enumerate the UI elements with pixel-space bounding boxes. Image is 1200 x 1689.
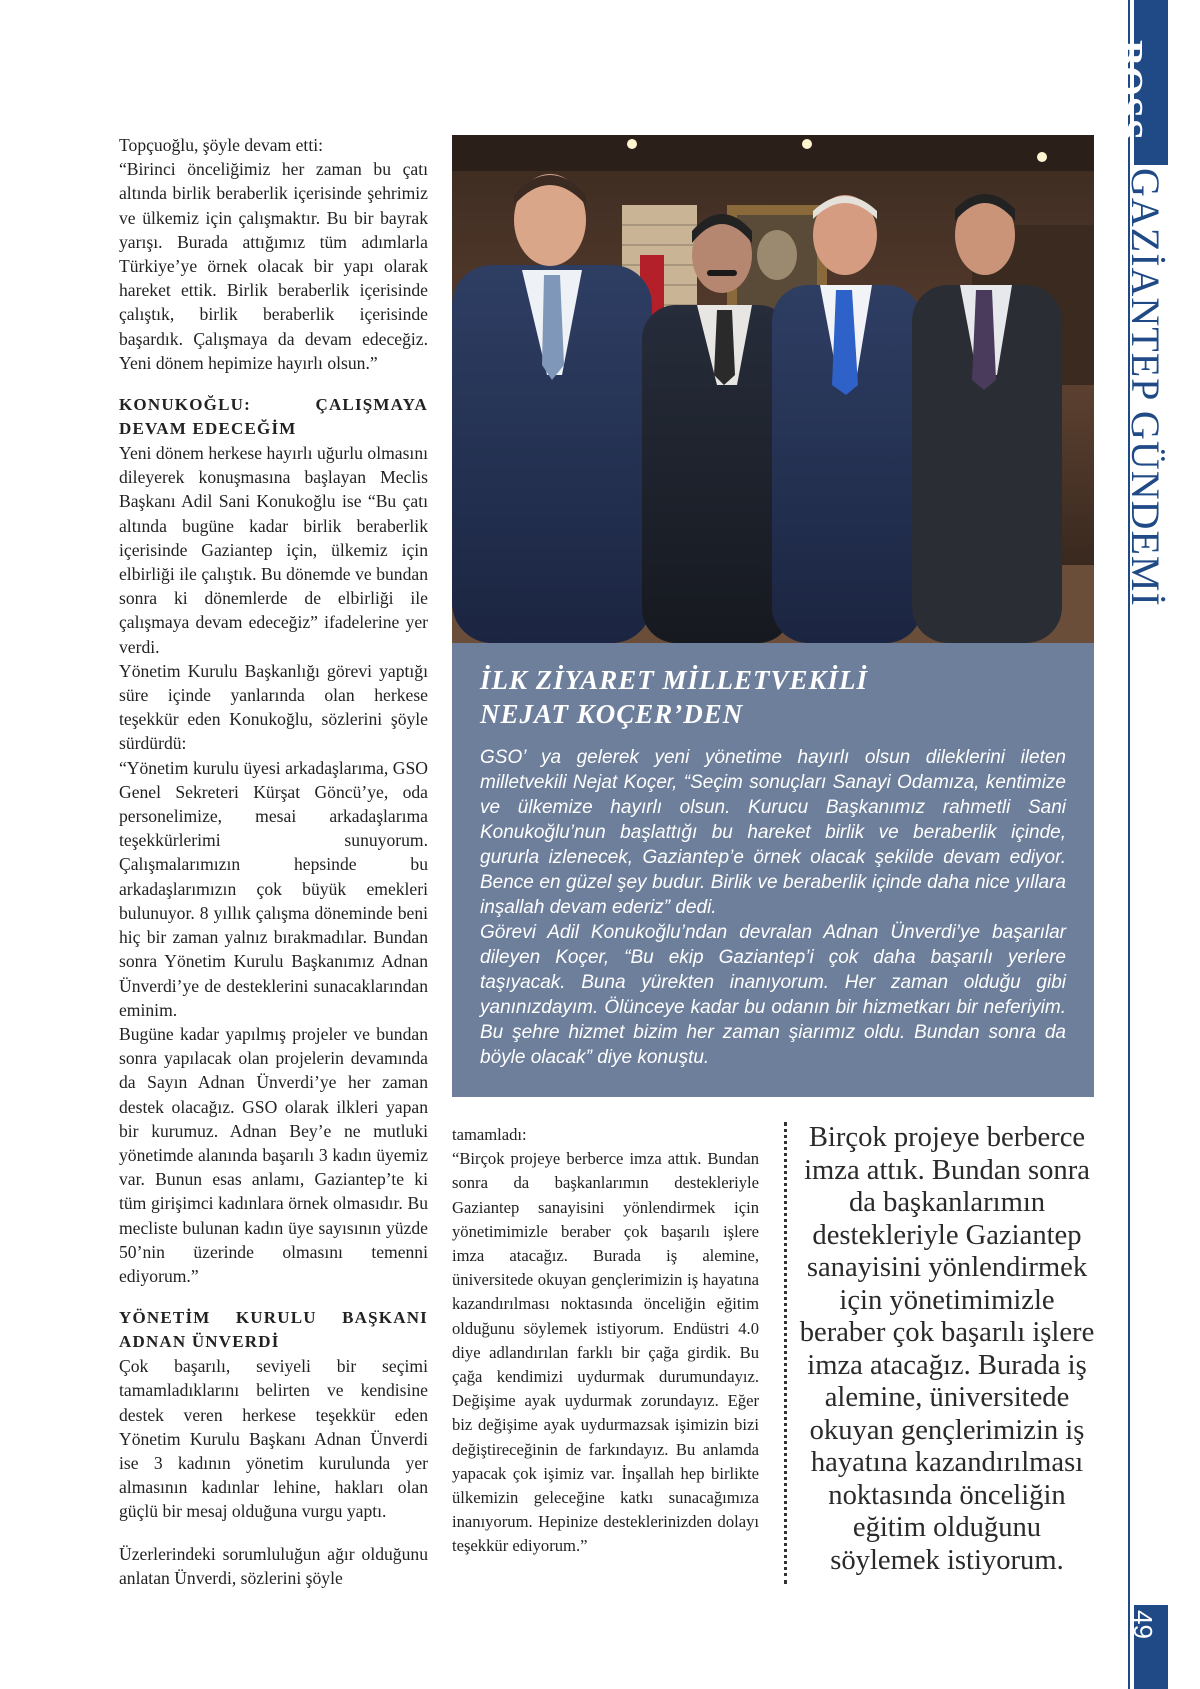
pull-quote: Birçok projeye berberce imza attık. Bundan sonra da başkanlarımın destekleriyle Gaziantep sanayisini yönlendirmek için yönetimimizle beraber çok başarılı işlere imza atacağız. Burada iş alemine, üniversitede okuyan gençlerimizin iş hayatına kazandırılması noktasında önceliğin eğitim olduğunu söylemek istiyorum. [799, 1122, 1095, 1576]
section-title: GAZİANTEP GÜNDEMİ [1123, 168, 1168, 607]
subheading-unverdi: YÖNETİM KURULU BAŞKANI ADNAN ÜNVERDİ [119, 1308, 428, 1352]
info-box-title [480, 663, 1066, 731]
paragraph: Çok başarılı, seviyeli bir seçimi tamamladıklarını belirten ve kendisine destek veren herkese teşekkür eden Yönetim Kurulu Başkanı Adnan Ünverdi ise 3 kadının yönetim kurulunda yer almasının kadınlar lehine, hakları olan güçlü bir mesaj olduğuna vurgu yaptı. [119, 1356, 428, 1522]
dotted-divider [784, 1122, 787, 1584]
info-box [452, 643, 1094, 1097]
middle-column [452, 1123, 759, 1559]
subheading-konukoglu: KONUKOĞLU: ÇALIŞMAYA DEVAM EDECEĞİM [119, 395, 428, 439]
info-box-title-line1: İLK ZİYARET MİLLETVEKİLİ [480, 665, 869, 695]
magazine-brand: BOSS [1108, 40, 1150, 142]
paragraph: tamamladı: [452, 1125, 527, 1144]
info-box-paragraph: GSO’ ya gelerek yeni yönetime hayırlı olsun dileklerini ileten milletvekili Nejat Koçer, “Seçim sonuçları Sanayi Odamıza, kentimize ve ülkemize hayırlı olsun. Kurucu Başkanımız rahmetli Sani Konukoğlu’nun başlattığı bu hareket birlik ve beraberlik içinde, gururla izlenecek, Gaziantep’e örnek olacak şekilde devam ediyor. Bence en güzel şey budur. Birlik ve beraberlik içinde daha nice yıllara inşallah devam ederiz” dedi. [480, 747, 1066, 918]
paragraph: Yeni dönem herkese hayırlı uğurlu olmasını dileyerek konuşmasına başlayan Meclis Başkanı Adil Sani Konukoğlu ise “Bu çatı altında bugüne kadar birlik beraberlik içerisinde Gaziantep için, ülkemiz için elbirliği ile çalıştık. Bu dönemde ve bundan sonra ki dönemlerde de elbirliği ile çalışmaya devam edeceğiz” ifadelerine yer verdi. [119, 443, 428, 657]
info-box-paragraph: Görevi Adil Konukoğlu’ndan devralan Adnan Ünverdi’ye başarılar dileyen Koçer, “Bu ekip Gaziantep’i çok daha başarılı yerlere taşıyacak. Buna yürekten inanıyorum. Her zaman olduğu gibi yanınızdayım. Ölünceye kadar bu odanın bir hizmetkarı bir neferiyim. Bu şehre hizmet bizim her zaman şiarımız oldu. Bundan sonra da böyle olacak” diye konuştu. [480, 922, 1066, 1068]
paragraph: Yönetim Kurulu Başkanlığı görevi yaptığı süre içinde yanlarında olan herkese teşekkür eden Konukoğlu, sözlerini şöyle sürdürdü: [119, 660, 428, 754]
info-box-title-line2: NEJAT KOÇER’DEN [480, 699, 744, 729]
group-photo [452, 135, 1094, 643]
paragraph: “Birçok projeye berberce imza attık. Bundan sonra da başkanlarımın destekleriyle Gaziantep sanayisini yönlendirmek için yönetimimizle beraber çok başarılı işlere imza atacağız. Burada iş alemine, üniversitede okuyan gençlerimizin iş hayatına kazandırılması noktasında önceliğin eğitim olduğunu söylemek istiyorum. Endüstri 4.0 diye adlandırılan farklı bir çağa girdik. Bu çağa kendimizi uydurmak durumundayız. Değişime ayak uydurmak zorundayız. Eğer biz değişime ayak uydurmazsak işimizin bizi değiştireceğinin de farkındayız. Bu anlamda yapacak çok işimiz var. İnşallah hep birlikte ülkemizin geleceğine katkı sunacağımıza inanıyorum. Hepinize desteklerinizden dolayı teşekkür ediyorum.” [452, 1149, 759, 1556]
paragraph: “Yönetim kurulu üyesi arkadaşlarıma, GSO Genel Sekreteri Kürşat Göncü’ye, oda personelimize, mesai arkadaşlarıma teşekkürlerimi sunuyorum. Çalışmalarımızın hepsinde bu arkadaşlarımızın çok büyük emekleri bulunuyor. 8 yıllık çalışma döneminde beni hiç bir zaman yalnız bırakmadılar. Bundan sonra Yönetim Kurulu Başkanımız Adnan Ünverdi’ye de desteklerini sunacaklarından eminim. [119, 757, 428, 1020]
paragraph: “Birinci önceliğimiz her zaman bu çatı altında birlik beraberlik içerisinde şehrimiz ve ülkemiz için çalışmaktır. Bu bir bayrak yarışı. Burada attığımız tüm adımlarla Türkiye’ye örnek olacak bir yapı olarak hareket ettik. Birlik beraberlik içerisinde çalıştık, birlik beraberlik içerisinde başardık. Çalışmaya da devam edeceğiz. Yeni dönem hepimize hayırlı olsun.” [119, 159, 428, 373]
paragraph: Topçuoğlu, şöyle devam etti: [119, 135, 323, 155]
paragraph: Üzerlerindeki sorumluluğun ağır olduğunu anlatan Ünverdi, sözlerini şöyle [119, 1543, 428, 1588]
paragraph: Bugüne kadar yapılmış projeler ve bundan sonra yapılacak olan projelerin devamında da Sayın Adnan Ünverdi’ye her zaman destek olacağız. GSO olarak ilkleri yapan bir kurumuz. Adnan Bey’e ne mutluki yönetimde alanında başarılı 3 kadın üyemiz var. Bunun esas anlamı, Gaziantep’te ki tüm girişimci kadınlara örnek olmasıdır. Bu mecliste bulunan kadın üye sayısının yüzde 50’nin üzerinde olmasını temenni ediyorum.” [119, 1023, 428, 1286]
left-column [119, 133, 428, 1590]
page-number: 49 [1128, 1610, 1158, 1639]
